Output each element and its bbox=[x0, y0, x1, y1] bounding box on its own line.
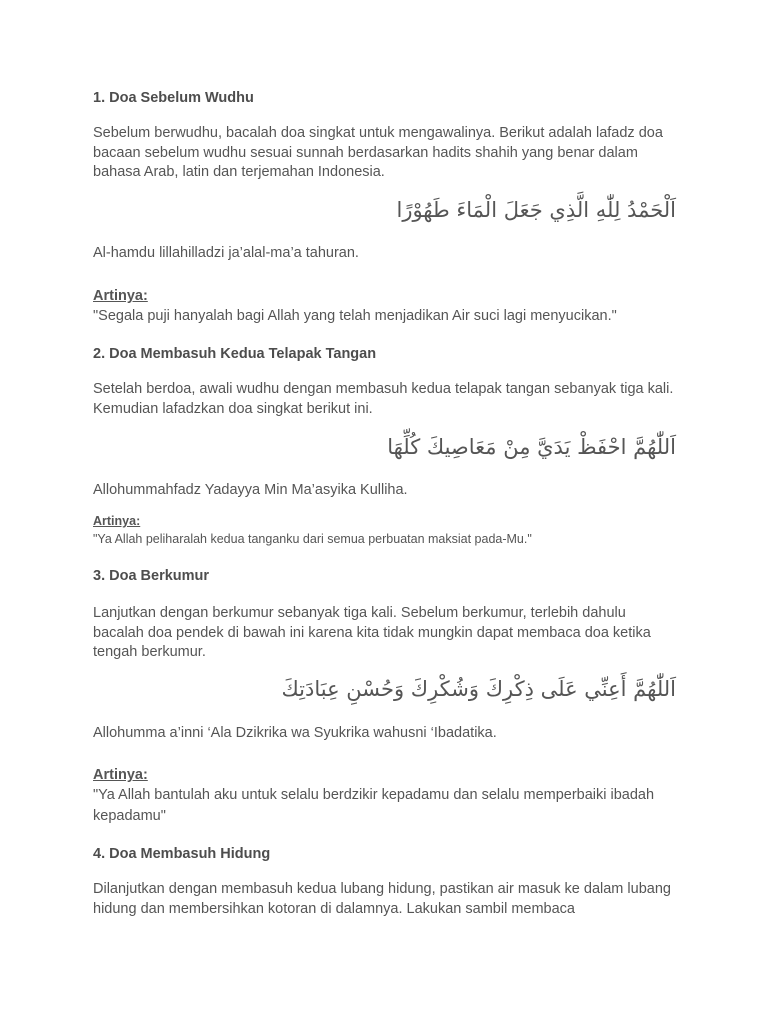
section-4-intro: Dilanjutkan dengan membasuh kedua lubang hidung, pastikan air masuk ke dalam lubang hidung dan membersihkan kotoran di dalamnya. Lakukan sambil membaca bbox=[93, 881, 671, 917]
section-3-artinya: "Ya Allah bantulah aku untuk selalu berdzikir kepadamu dan selalu memperbaiki ibadah kepadamu" bbox=[93, 787, 655, 824]
section-3-arabic: اَللّٰهُمَّ أَعِنِّي عَلَى ذِكْرِكَ وَشُكْرِكَ وَحُسْنِ عِبَادَتِكَ bbox=[281, 677, 676, 701]
section-2-heading: 2. Doa Membasuh Kedua Telapak Tangan bbox=[93, 346, 377, 362]
section-2-latin: Allohummahfadz Yadayya Min Ma’asyika Kulliha. bbox=[93, 482, 408, 498]
section-1-latin: Al-hamdu lillahilladzi ja’alal-ma’a tahuran. bbox=[93, 245, 359, 261]
section-2-artinya-label: Artinya: bbox=[93, 514, 141, 528]
section-4-heading: 4. Doa Membasuh Hidung bbox=[93, 846, 271, 862]
section-3-latin: Allohumma a’inni ‘Ala Dzikrika wa Syukrika wahusni ‘Ibadatika. bbox=[93, 725, 497, 741]
section-2-arabic: اَللّٰهُمَّ احْفَظْ يَدَيَّ مِنْ مَعَاصِيكَ كُلِّهَا bbox=[387, 435, 676, 459]
section-1-intro: Sebelum berwudhu, bacalah doa singkat untuk mengawalinya. Berikut adalah lafadz doa bacaan sebelum wudhu sesuai sunnah berdasarkan hadits shahih yang benar dalam bahasa Arab, latin dan terjemahan Indonesia. bbox=[93, 125, 663, 180]
section-3-heading: 3. Doa Berkumur bbox=[93, 568, 210, 584]
section-3-intro: Lanjutkan dengan berkumur sebanyak tiga kali. Sebelum berkumur, terlebih dahulu bacalah doa pendek di bawah ini karena kita tidak mungkin dapat membaca doa ketika tengah berkumur. bbox=[93, 605, 651, 660]
section-1-artinya-label: Artinya: bbox=[93, 288, 148, 304]
section-1-artinya: "Segala puji hanyalah bagi Allah yang telah menjadikan Air suci lagi menyucikan." bbox=[93, 308, 617, 324]
section-1-arabic: اَلْحَمْدُ لِلّٰهِ الَّذِي جَعَلَ الْمَاءَ طَهُوْرًا bbox=[396, 198, 676, 222]
section-2-artinya: "Ya Allah peliharalah kedua tanganku dari semua perbuatan maksiat pada-Mu." bbox=[93, 532, 532, 546]
section-2-intro: Setelah berdoa, awali wudhu dengan membasuh kedua telapak tangan sebanyak tiga kali. Kemudian lafadzkan doa singkat berikut ini. bbox=[93, 381, 674, 417]
section-3-artinya-label: Artinya: bbox=[93, 767, 148, 783]
section-1-heading: 1. Doa Sebelum Wudhu bbox=[93, 90, 254, 106]
